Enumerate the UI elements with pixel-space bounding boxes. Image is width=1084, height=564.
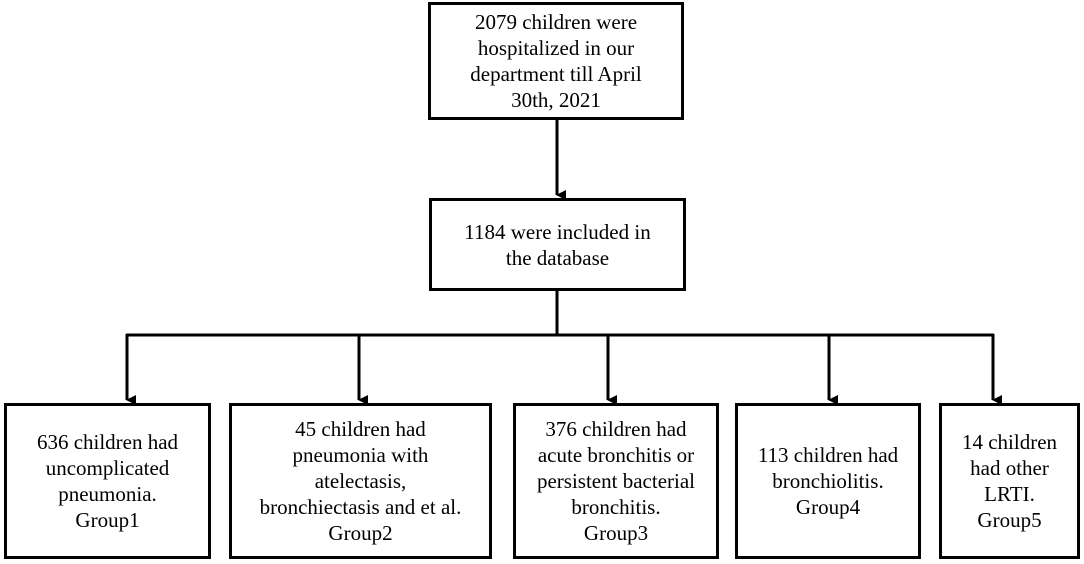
group3-line-5: Group3 bbox=[583, 521, 649, 545]
top-box-line-1: 2079 children were bbox=[474, 10, 638, 34]
group1-box bbox=[4, 403, 211, 559]
group1-line-1: 636 children had bbox=[36, 430, 179, 454]
group5-line-4: Group5 bbox=[977, 508, 1042, 532]
group1-line-2: uncomplicated bbox=[45, 456, 170, 480]
group2-line-5: Group2 bbox=[328, 521, 393, 545]
group2-line-4: bronchiectasis and et al. bbox=[259, 495, 462, 519]
group3-box bbox=[513, 403, 719, 559]
middle-box-line-1: 1184 were included in bbox=[464, 219, 651, 244]
group4-line-1: 113 children had bbox=[757, 443, 899, 467]
group1-line-3: pneumonia. bbox=[58, 482, 157, 506]
group3-line-3: persistent bacterial bbox=[536, 469, 695, 493]
group2-box bbox=[229, 403, 492, 559]
top-box-line-2: hospitalized in our bbox=[477, 36, 635, 60]
group4-box bbox=[735, 403, 921, 559]
group3-line-1: 376 children had bbox=[545, 417, 687, 441]
group4-line-3: Group4 bbox=[795, 495, 861, 519]
group2-line-3: atelectasis, bbox=[314, 469, 407, 493]
top-box-line-4: 30th, 2021 bbox=[511, 88, 601, 112]
group2-line-2: pneumonia with bbox=[292, 443, 429, 467]
group3-line-4: bronchitis. bbox=[571, 495, 661, 519]
group5-line-2: had other bbox=[970, 456, 1049, 480]
top-box-line-3: department till April bbox=[470, 62, 642, 86]
group4-line-2: bronchiolitis. bbox=[772, 469, 884, 493]
group2-line-1: 45 children had bbox=[295, 417, 426, 441]
group3-line-2: acute bronchitis or bbox=[537, 443, 695, 467]
middle-box-line-2: the database bbox=[505, 245, 610, 270]
group5-line-1: 14 children bbox=[961, 430, 1058, 454]
middle-box-included bbox=[429, 198, 686, 291]
top-box-hospitalized bbox=[428, 2, 684, 120]
group5-line-3: LRTI. bbox=[984, 482, 1035, 506]
group1-line-4: Group1 bbox=[75, 508, 140, 532]
group5-box bbox=[939, 403, 1080, 559]
